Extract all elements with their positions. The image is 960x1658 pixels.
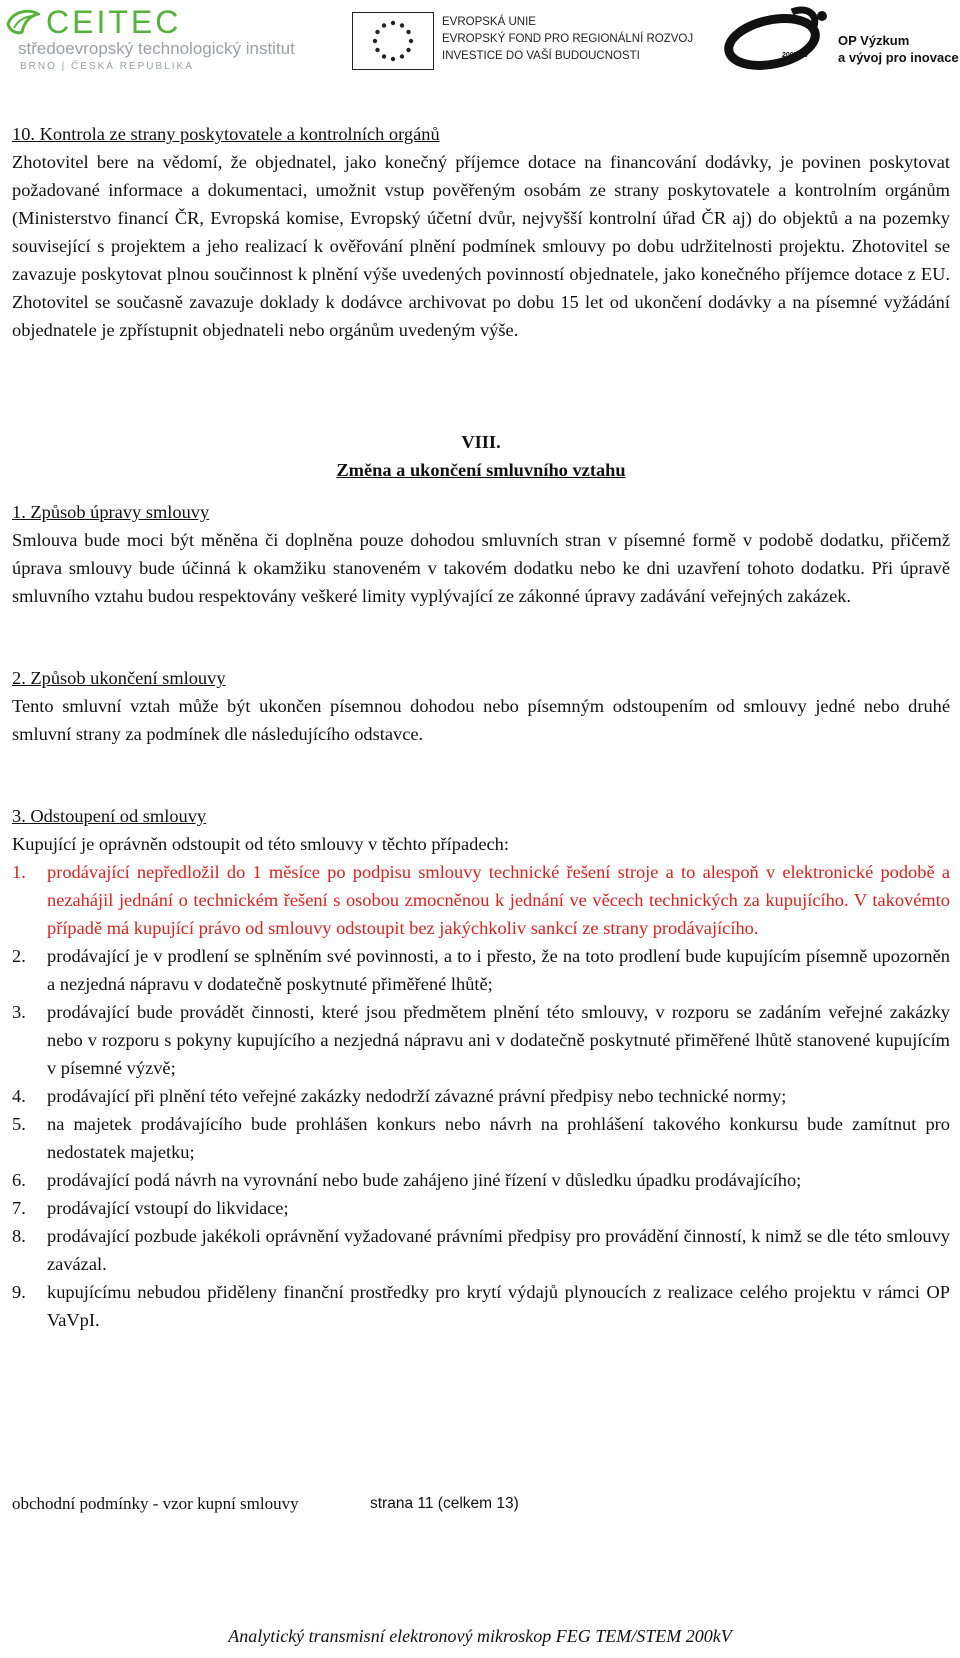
list-item-number: 7. <box>12 1198 26 1218</box>
withdrawal-conditions-list <box>12 858 950 1334</box>
list-item <box>12 1194 950 1222</box>
list-item-number: 6. <box>12 1170 26 1190</box>
document-body <box>12 120 950 1334</box>
eu-line-3: INVESTICE DO VAŠÍ BUDOUCNOSTI <box>442 50 640 62</box>
ceitec-city: BRNO | ČESKÁ REPUBLIKA <box>20 61 194 72</box>
header-logos <box>0 0 960 80</box>
list-item-text: prodávající pozbude jakékoli oprávnění vyžadované právními předpisy pro provádění činností, k nimž se dle této smlouvy zavázal. <box>47 1226 950 1274</box>
list-item-text: prodávající bude provádět činnosti, které jsou předmětem plnění této smlouvy, v rozporu se zadáním veřejné zakázky nebo v rozporu s pokyny kupujícího a nezjedná nápravu ani v dodatečně poskytnuté přiměřené lhůtě stanovené kupujícím v písemné výzvě; <box>47 1002 950 1078</box>
list-item <box>12 858 950 942</box>
chapter-title: Změna a ukončení smluvního vztahu <box>336 460 626 480</box>
eu-logo <box>352 8 694 72</box>
list-item-number: 9. <box>12 1282 26 1302</box>
subsection-3-intro: Kupující je oprávněn odstoupit od této smlouvy v těchto případech: <box>12 834 509 854</box>
list-item-number: 1. <box>12 862 26 882</box>
eu-text <box>442 14 693 65</box>
list-item-text: prodávající vstoupí do likvidace; <box>47 1198 289 1218</box>
chapter-number: VIII. <box>461 432 501 452</box>
list-item-text: na majetek prodávajícího bude prohlášen konkurs nebo návrh na prohlášení takového konkursu bude zamítnut pro nedostatek majetku; <box>47 1114 950 1162</box>
footer-page-number: strana 11 (celkem 13) <box>370 1495 519 1512</box>
list-item <box>12 1278 950 1334</box>
subsection-2-heading: 2. Způsob ukončení smlouvy <box>12 668 226 688</box>
list-item <box>12 1110 950 1166</box>
list-item-text: prodávající podá návrh na vyrovnání nebo bude zahájeno jiné řízení v důsledku úpadku prodávajícího; <box>47 1170 802 1190</box>
list-item-number: 8. <box>12 1226 26 1246</box>
subsection-1-heading: 1. Způsob úpravy smlouvy <box>12 502 210 522</box>
section-10-heading: 10. Kontrola ze strany poskytovatele a kontrolních orgánů <box>12 124 440 144</box>
op-years: 2007-13 <box>782 52 808 59</box>
list-item-text: prodávající nepředložil do 1 měsíce po podpisu smlouvy technické řešení stroje a to alespoň v elektronické podobě a nezahájil jednání o technickém řešení s osobou zmocněnou k jednání ve věcech technických za kupujícího. V takovémto případě má kupující právo od smlouvy odstoupit bez jakýchkoliv sankcí ze strany prodávajícího. <box>47 862 950 938</box>
ceitec-leaf-icon <box>6 8 40 38</box>
eu-flag-icon <box>352 12 434 70</box>
subsection-1-body: Smlouva bude moci být měněna či doplněna pouze dohodou smluvních stran v písemné formě v podobě dodatku, přičemž úprava smlouvy bude účinná k okamžiku stanoveném v takovém dodatku nebo ke dni uzavření tohoto dodatku. Při úpravě smluvního vztahu budou respektovány veškeré limity vyplývající ze zákonné úpravy zadávání veřejných zakázek. <box>12 530 950 606</box>
subsection-3-heading: 3. Odstoupení od smlouvy <box>12 806 207 826</box>
list-item <box>12 1166 950 1194</box>
footer-document-name: obchodní podmínky - vzor kupní smlouvy <box>12 1494 299 1513</box>
op-line-2: a vývoj pro inovace <box>838 50 959 65</box>
list-item <box>12 1222 950 1278</box>
subsection-2-body: Tento smluvní vztah může být ukončen písemnou dohodou nebo písemným odstoupením od smlouvy jedné nebo druhé smluvní strany za podmínek dle následujícího odstavce. <box>12 696 950 744</box>
eu-line-2: EVROPSKÝ FOND PRO REGIONÁLNÍ ROZVOJ <box>442 33 694 45</box>
op-text <box>838 32 959 66</box>
eu-line-1: EVROPSKÁ UNIE <box>442 16 536 28</box>
footer-project-title: Analytický transmisní elektronový mikroskop FEG TEM/STEM 200kV <box>228 1626 732 1646</box>
op-swirl-icon <box>722 4 844 74</box>
list-item-number: 2. <box>12 946 26 966</box>
ceitec-logo <box>4 6 294 72</box>
op-line-1: OP Výzkum <box>838 33 910 48</box>
list-item <box>12 942 950 998</box>
list-item-number: 4. <box>12 1086 26 1106</box>
list-item-text: prodávající je v prodlení se splněním své povinnosti, a to i přesto, že na toto prodlení bude kupujícím písemně upozorněn a nezjedná nápravu v dodatečně poskytnuté přiměřené lhůtě; <box>47 946 950 994</box>
ceitec-wordmark: CEITEC <box>46 4 182 40</box>
list-item <box>12 998 950 1082</box>
list-item <box>12 1082 950 1110</box>
section-10-body: Zhotovitel bere na vědomí, že objednatel, jako konečný příjemce dotace na financování dodávky, je povinen poskytovat požadované informace a dokumentaci, umožnit vstup pověřeným osobám ze strany poskytovatele a kontrolním orgánům (Ministerstvo financí ČR, Evropská komise, Evropský účetní dvůr, nejvyšší kontrolní úřad ČR aj) do objektů a na pozemky související s projektem a jeho realizací k ověřování plnění podmínek smlouvy po dobu udržitelnosti projektu. Zhotovitel se zavazuje poskytovat plnou součinnost k plnění výše uvedených povinností objednatele, jako konečného příjemce dotace z EU. Zhotovitel se současně zavazuje doklady k dodávce archivovat po dobu 15 let od ukončení dodávky a na písemné vyžádání objednatele je zpřístupnit objednateli nebo orgánům uvedeným výše. <box>12 152 950 340</box>
list-item-text: prodávající při plnění této veřejné zakázky nedodrží závazné právní předpisy nebo technické normy; <box>47 1086 787 1106</box>
list-item-text: kupujícímu nebudou přiděleny finanční prostředky pro krytí výdajů plynoucích z realizace celého projektu v rámci OP VaVpI. <box>47 1282 950 1330</box>
list-item-number: 5. <box>12 1114 26 1134</box>
op-vavpi-logo <box>722 4 958 74</box>
list-item-number: 3. <box>12 1002 26 1022</box>
ceitec-subtitle: středoevropský technologický institut <box>18 39 295 58</box>
